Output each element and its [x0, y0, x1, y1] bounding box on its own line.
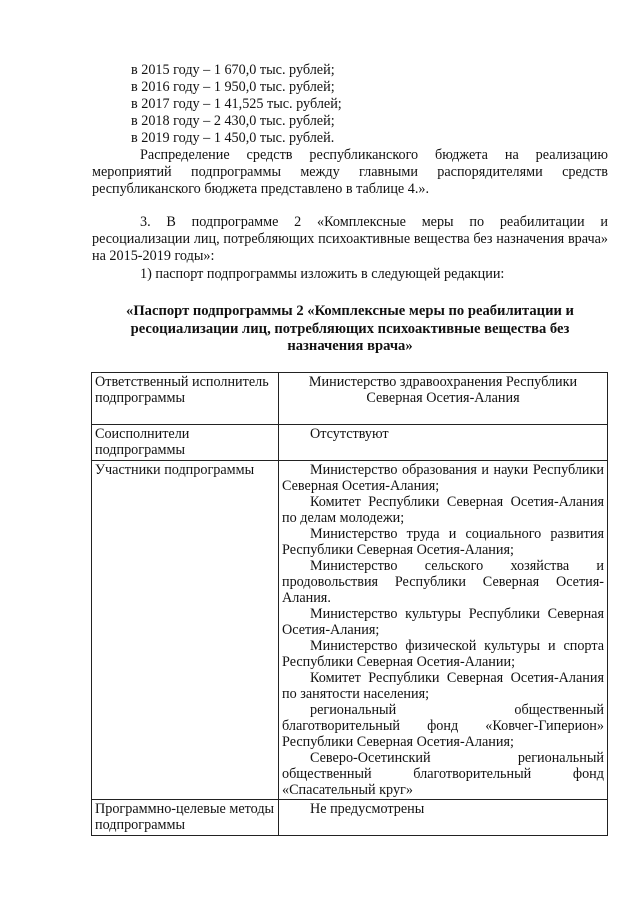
row-value — [279, 461, 608, 800]
funding-line-2015: в 2015 году – 1 670,0 тыс. рублей; — [131, 62, 335, 78]
funding-line-2018: в 2018 году – 2 430,0 тыс. рублей; — [131, 113, 335, 129]
value-line: Министерство физической культуры и спорта Республики Северная Осетия-Алании; — [282, 638, 604, 670]
row-label: Программно-целевые методы подпрограммы — [92, 800, 279, 836]
table-row-participants — [92, 461, 608, 800]
funding-line-2016: в 2016 году – 1 950,0 тыс. рублей; — [131, 79, 335, 95]
row-value — [279, 800, 608, 836]
value-line: Министерство образования и науки Республики Северная Осетия-Алания; — [282, 462, 604, 494]
row-value — [279, 425, 608, 461]
table-row-methods — [92, 800, 608, 836]
value-line: Министерство сельского хозяйства и продовольствия Республики Северная Осетия-Алания. — [282, 558, 604, 606]
value-line: Комитет Республики Северная Осетия-Алания по занятости населения; — [282, 670, 604, 702]
row-label: Соисполнители подпрограммы — [92, 425, 279, 461]
row-label: Ответственный исполнитель подпрограммы — [92, 373, 279, 425]
funding-line-2017: в 2017 году – 1 41,525 тыс. рублей; — [131, 96, 342, 112]
distribution-paragraph: Распределение средств республиканского бюджета на реализацию мероприятий подпрограммы между главными распорядителями средств республиканского бюджета представлено в таблице 4.». — [92, 147, 608, 197]
amendment-paragraph: 3. В подпрограмме 2 «Комплексные меры по реабилитации и ресоциализации лиц, потребляющих психоактивные вещества без назначения врача» на 2015-2019 годы»: — [92, 214, 608, 264]
passport-table — [91, 372, 608, 836]
value-line: Северо-Осетинский региональный общественный благотворительный фонд «Спасательный круг» — [282, 750, 604, 798]
passport-title: «Паспорт подпрограммы 2 «Комплексные меры по реабилитации и ресоциализации лиц, потребляющих психоактивные вещества без назначения врача» — [126, 303, 574, 354]
value-line: Отсутствуют — [310, 426, 389, 442]
value-line: Министерство здравоохранения Республики Северная Осетия-Алания — [308, 374, 578, 406]
row-value — [279, 373, 608, 425]
value-line: Министерство культуры Республики Северная Осетия-Алания; — [282, 606, 604, 638]
value-line: Комитет Республики Северная Осетия-Алания по делам молодежи; — [282, 494, 604, 526]
table-row-coexecutors — [92, 425, 608, 461]
value-line: Не предусмотрены — [310, 801, 425, 817]
passport-instruction: 1) паспорт подпрограммы изложить в следующей редакции: — [140, 266, 505, 282]
value-line: Министерство труда и социального развития Республики Северная Осетия-Алания; — [282, 526, 604, 558]
row-label: Участники подпрограммы — [92, 461, 279, 800]
table-row-responsible — [92, 373, 608, 425]
value-line: региональный общественный благотворительный фонд «Ковчег-Гиперион» Республики Северная Осетия-Алания; — [282, 702, 604, 750]
funding-line-2019: в 2019 году – 1 450,0 тыс. рублей. — [131, 130, 335, 146]
